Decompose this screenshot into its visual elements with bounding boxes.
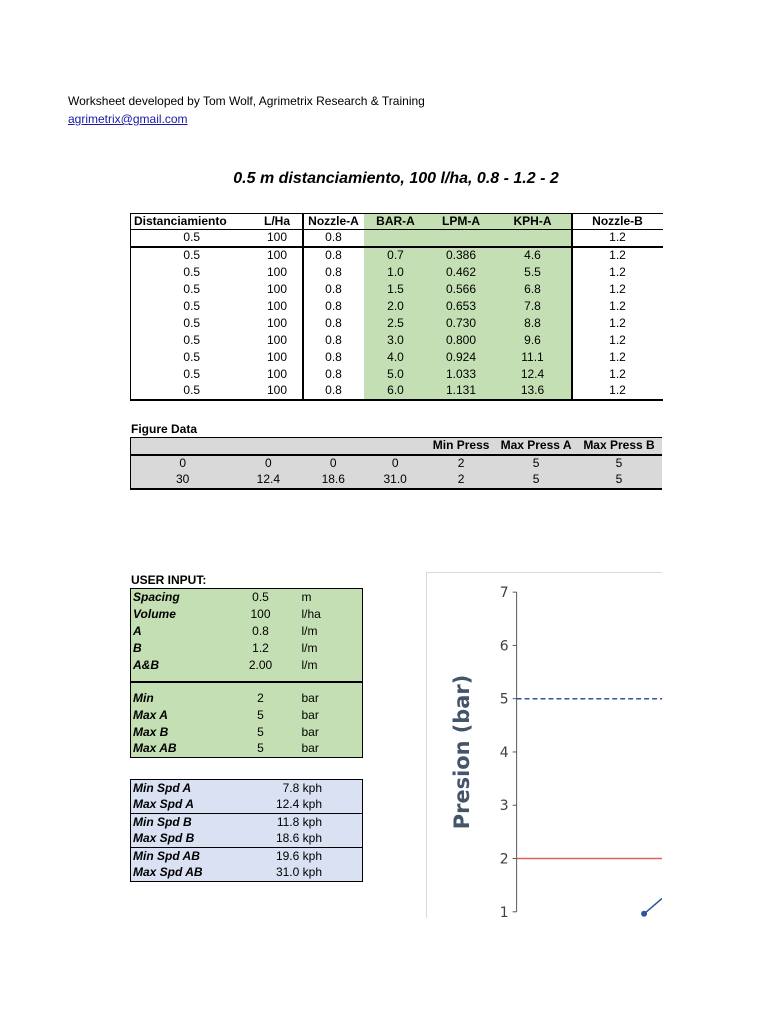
speed-table xyxy=(130,779,363,882)
input-value[interactable]: 12.4 kph xyxy=(275,797,322,812)
input-row xyxy=(131,848,363,865)
table-cell: 0.730 xyxy=(428,315,495,332)
figure-cell: 5 xyxy=(496,472,576,489)
figure-header: Min Press xyxy=(426,438,496,455)
input-value[interactable]: 5 xyxy=(257,707,264,722)
input-unit: m xyxy=(301,589,312,604)
table-cell: 8.8 xyxy=(495,315,572,332)
table-cell: 0.5 xyxy=(131,264,253,281)
input-label: Max A xyxy=(133,707,168,722)
table-cell: 6.8 xyxy=(495,281,572,298)
table-cell xyxy=(428,230,495,247)
table-cell: 11.1 xyxy=(495,349,572,366)
table-cell: 0.924 xyxy=(428,349,495,366)
col-header: Distanciamiento xyxy=(131,214,253,230)
input-label: A&B xyxy=(133,657,159,672)
figure-cell: 12.4 xyxy=(234,472,302,489)
input-row xyxy=(131,657,363,674)
input-label: Min xyxy=(133,690,154,705)
table-cell: 0.386 xyxy=(428,247,495,264)
col-header: Nozzle-B xyxy=(572,214,663,230)
table-cell: 1.2 xyxy=(572,383,663,400)
table-cell: 1.033 xyxy=(428,366,495,383)
col-header: LPM-A xyxy=(428,214,495,230)
speed-curve-point xyxy=(641,911,647,917)
table-cell: 1.2 xyxy=(609,349,626,364)
table-cell: 100 xyxy=(253,247,303,264)
table-cell: 0.5 xyxy=(131,349,253,366)
table-cell: 0.8 xyxy=(303,230,364,247)
input-label: A xyxy=(133,623,142,638)
table-cell: 7.8 xyxy=(495,298,572,315)
figure-header: Max Press B xyxy=(576,438,662,455)
table-cell: 0.5 xyxy=(131,332,253,349)
input-row xyxy=(131,606,363,623)
table-row xyxy=(131,298,663,315)
input-label: Min Spd A xyxy=(133,780,192,795)
table-cell: 1.2 xyxy=(609,298,626,313)
main-table xyxy=(130,213,663,401)
table-cell: 1.2 xyxy=(572,230,663,247)
input-row xyxy=(131,831,363,848)
input-value[interactable]: 11.8 kph xyxy=(231,814,363,831)
y-tick-label: 6 xyxy=(499,638,509,655)
table-row xyxy=(131,332,663,349)
input-label: Max B xyxy=(133,724,169,739)
table-cell: 1.2 xyxy=(609,264,626,279)
table-cell: 0.8 xyxy=(325,281,342,296)
input-unit: l/m xyxy=(301,640,318,655)
input-unit: l/ha xyxy=(301,606,321,621)
table-cell xyxy=(364,230,428,247)
input-unit: bar xyxy=(301,741,319,756)
table-cell: 100 xyxy=(253,349,303,366)
table-cell: 0.8 xyxy=(325,349,342,364)
figure-cell: 31.0 xyxy=(364,472,426,489)
input-value[interactable]: 18.6 kph xyxy=(275,831,322,846)
table-cell: 1.0 xyxy=(364,264,428,281)
input-label: Max Spd B xyxy=(133,831,195,846)
table-cell: 1.2 xyxy=(609,366,626,381)
table-cell: 0.5 xyxy=(131,366,253,383)
table-cell: 0.8 xyxy=(325,366,342,381)
table-cell: 9.6 xyxy=(495,332,572,349)
table-cell: 0.8 xyxy=(325,264,342,279)
y-tick-label: 1 xyxy=(499,904,509,918)
table-cell: 5.5 xyxy=(495,264,572,281)
table-cell: 0.8 xyxy=(325,298,342,313)
table-cell: 1.2 xyxy=(609,281,626,296)
table-cell: 100 xyxy=(253,315,303,332)
table-cell: 0.5 xyxy=(131,230,253,247)
input-row xyxy=(131,797,363,814)
figure-cell: 5 xyxy=(576,472,662,489)
table-row xyxy=(131,230,663,247)
input-value[interactable]: 5 xyxy=(257,724,264,739)
col-header: KPH-A xyxy=(495,214,572,230)
table-cell: 1.2 xyxy=(609,248,626,262)
input-row xyxy=(131,707,363,724)
table-cell: 100 xyxy=(253,281,303,298)
sheet-title: 0.5 m distanciamiento, 100 l/ha, 0.8 - 1.2 - 2 xyxy=(233,170,559,187)
input-row xyxy=(131,640,363,657)
figure-header xyxy=(302,438,364,455)
email-link[interactable]: agrimetrix@gmail.com xyxy=(68,112,188,126)
figure-cell: 2 xyxy=(426,472,496,489)
col-header: Nozzle-A xyxy=(303,214,364,230)
input-label: B xyxy=(133,640,142,655)
y-tick-label: 4 xyxy=(499,744,509,761)
input-value[interactable]: 2 xyxy=(257,690,264,705)
input-value[interactable]: 5 xyxy=(257,741,264,756)
input-row xyxy=(131,589,363,606)
figure-header xyxy=(234,438,302,455)
table-cell: 0.8 xyxy=(303,383,364,400)
table-cell: 0.8 xyxy=(325,248,342,262)
figure-header-row xyxy=(131,438,663,455)
figure-cell: 0 xyxy=(391,456,399,470)
table-cell: 0.5 xyxy=(131,383,253,400)
table-cell: 0.800 xyxy=(428,332,495,349)
col-header: BAR-A xyxy=(364,214,428,230)
table-cell: 100 xyxy=(253,298,303,315)
pressure-chart xyxy=(426,572,662,918)
input-row xyxy=(131,724,363,741)
input-label: Max Spd AB xyxy=(133,865,203,880)
table-cell xyxy=(495,230,572,247)
main-table-header-row xyxy=(131,214,663,230)
table-cell: 0.5 xyxy=(131,247,253,264)
figure-cell: 0 xyxy=(329,456,337,470)
table-cell: 1.2 xyxy=(609,332,626,347)
table-cell: 0.8 xyxy=(325,315,342,330)
table-cell: 6.0 xyxy=(364,383,428,400)
input-label: Max Spd A xyxy=(133,797,194,812)
table-cell: 0.5 xyxy=(131,281,253,298)
table-cell: 1.5 xyxy=(364,281,428,298)
input-label: Min Spd B xyxy=(131,814,231,831)
table-cell: 3.0 xyxy=(364,332,428,349)
figure-data-label: Figure Data xyxy=(131,422,198,436)
input-row xyxy=(131,690,363,707)
col-header: L/Ha xyxy=(253,214,303,230)
input-value[interactable]: 19.6 kph xyxy=(231,848,363,865)
input-unit: bar xyxy=(301,724,319,739)
input-label: Volume xyxy=(133,606,176,621)
table-cell: 0.566 xyxy=(428,281,495,298)
input-value[interactable]: 100 xyxy=(250,606,271,621)
table-cell: 4.6 xyxy=(495,247,572,264)
table-cell: 100 xyxy=(253,332,303,349)
table-cell: 100 xyxy=(253,366,303,383)
table-row xyxy=(131,247,663,264)
table-cell: 100 xyxy=(253,383,303,400)
figure-header: Max Press A xyxy=(496,438,576,455)
input-row xyxy=(131,780,363,797)
y-tick-label: 2 xyxy=(499,851,509,868)
table-row xyxy=(131,383,663,400)
table-row xyxy=(131,281,663,298)
figure-cell: 5 xyxy=(532,456,540,470)
figure-row xyxy=(131,472,663,489)
user-input-label: USER INPUT: xyxy=(131,573,207,587)
input-value[interactable]: 0.5 xyxy=(252,589,269,604)
y-tick-label: 7 xyxy=(499,585,509,602)
table-row xyxy=(131,349,663,366)
worksheet-credit: Worksheet developed by Tom Wolf, Agrimetrix Research & Training xyxy=(68,94,425,108)
table-cell: 0.8 xyxy=(325,332,342,347)
user-input-table xyxy=(130,588,363,758)
figure-cell: 2 xyxy=(457,456,465,470)
y-tick-label: 5 xyxy=(499,691,509,708)
y-axis xyxy=(500,585,517,918)
table-cell: 1.131 xyxy=(428,383,495,400)
table-cell: 4.0 xyxy=(364,349,428,366)
input-row xyxy=(131,623,363,640)
table-cell: 0.7 xyxy=(364,247,428,264)
y-tick-label: 3 xyxy=(499,798,509,815)
table-cell: 2.0 xyxy=(364,298,428,315)
input-unit: l/m xyxy=(301,623,318,638)
table-row xyxy=(131,366,663,383)
figure-header xyxy=(131,438,235,455)
input-label: Spacing xyxy=(133,589,180,604)
speed-curve xyxy=(644,898,662,913)
table-cell: 12.4 xyxy=(495,366,572,383)
figure-header xyxy=(364,438,426,455)
table-cell: 0.5 xyxy=(131,298,253,315)
input-value[interactable]: 7.8 kph xyxy=(282,780,322,795)
figure-row xyxy=(131,455,663,472)
figure-cell: 0 xyxy=(131,455,235,472)
table-cell: 0.653 xyxy=(428,298,495,315)
input-unit: bar xyxy=(301,707,319,722)
input-row xyxy=(131,741,363,758)
figure-cell: 0 xyxy=(264,456,272,470)
input-label: Min Spd AB xyxy=(131,848,231,865)
table-row xyxy=(131,264,663,281)
input-value[interactable]: 31.0 kph xyxy=(275,865,322,880)
input-row xyxy=(131,814,363,831)
input-value[interactable]: 1.2 xyxy=(252,640,269,655)
input-row xyxy=(131,865,363,882)
input-label: Max AB xyxy=(133,741,177,756)
table-cell: 5.0 xyxy=(364,366,428,383)
chart-series xyxy=(517,699,662,917)
table-cell: 1.2 xyxy=(609,315,626,330)
table-cell: 0.5 xyxy=(131,315,253,332)
table-cell: 100 xyxy=(253,264,303,281)
figure-cell: 30 xyxy=(131,472,235,489)
table-cell: 100 xyxy=(253,230,303,247)
table-cell: 0.462 xyxy=(428,264,495,281)
input-value[interactable]: 2.00 xyxy=(248,657,273,672)
y-axis-label: Presion (bar) xyxy=(449,674,474,830)
table-cell: 2.5 xyxy=(364,315,428,332)
figure-cell: 18.6 xyxy=(302,472,364,489)
figure-data-table xyxy=(130,437,662,490)
table-cell: 13.6 xyxy=(495,383,572,400)
input-unit: l/m xyxy=(301,657,318,672)
figure-cell: 5 xyxy=(615,456,623,470)
table-row xyxy=(131,315,663,332)
input-value[interactable]: 0.8 xyxy=(252,623,269,638)
input-unit: bar xyxy=(301,690,319,705)
